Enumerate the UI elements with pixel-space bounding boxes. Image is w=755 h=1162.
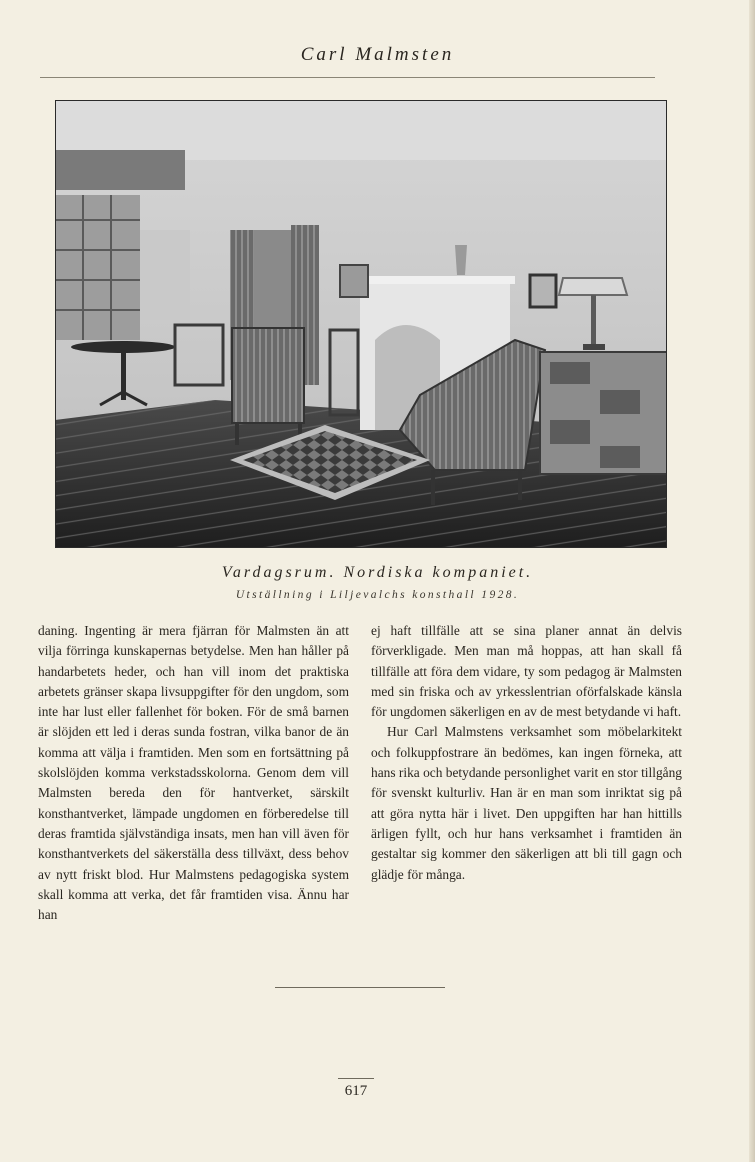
photo-illustration [55, 100, 667, 548]
photo-caption-subtitle: Utställning i Liljevalchs konsthall 1928. [235, 589, 520, 601]
text-column-right [371, 621, 682, 885]
section-end-rule [275, 987, 445, 988]
text-column-left [38, 621, 349, 925]
paragraph: Hur Carl Malmstens verksamhet som möbelarkitekt och folkuppfostrare än bedömes, kan ingen förneka, att hans rika och betydande personlighet varit en stor tillgång för svenskt kulturliv. Han är en man som inriktat sig på att göra nytta här i livet. Den uppgiften har han hittills ärligen fyllt, och hur hans verksamhet i framtiden än gestaltar sig kommer den säkerligen att bli till gagn och glädje för många. [371, 724, 682, 882]
page-number: 617 [344, 1083, 368, 1099]
folio-rule [338, 1078, 374, 1079]
header-rule [40, 77, 655, 78]
photo-caption-title: Vardagsrum. Nordiska kompaniet. [221, 564, 534, 581]
living-room-photo [55, 100, 667, 548]
paragraph: daning. Ingenting är mera fjärran för Malmsten än att vilja förringa kunskapernas betydelse. Men han håller på handarbetets heder, och han vill inom det praktiska arbetets gränser skapa livsuppgifter för den ungdom, som inte har lust eller fallenhet för boken. För de små barnen är slöjden ett led i deras sunda fostran, vilka banor de än komma att välja i framtiden. Men som en fortsättning på skolslöjden komma verkstadsskolorna. Genom dem vill Malmsten bereda den för hantverket, särskilt konsthantverket, lämpade ungdomen en förberedelse till deras framtida självständiga insats, men han vill även för konsthantverkets del säkerställa dess tillväxt, dess behov av nytt friskt blod. Hur Malmstens pedagogiska system skall komma att verka, det får framtiden visa. Ännu har han [38, 623, 349, 923]
paragraph: ej haft tillfälle att se sina planer annat än delvis förverkligade. Men man må hoppas, att han skall få tillfälle att föra dem vidare, ty som pedagog är Malmsten med sin friska och av yrkesslentrian oförfalskade känsla för ungdomen säkerligen en av de mest betydande vi haft. [371, 623, 682, 720]
running-head: Carl Malmsten [300, 44, 455, 65]
